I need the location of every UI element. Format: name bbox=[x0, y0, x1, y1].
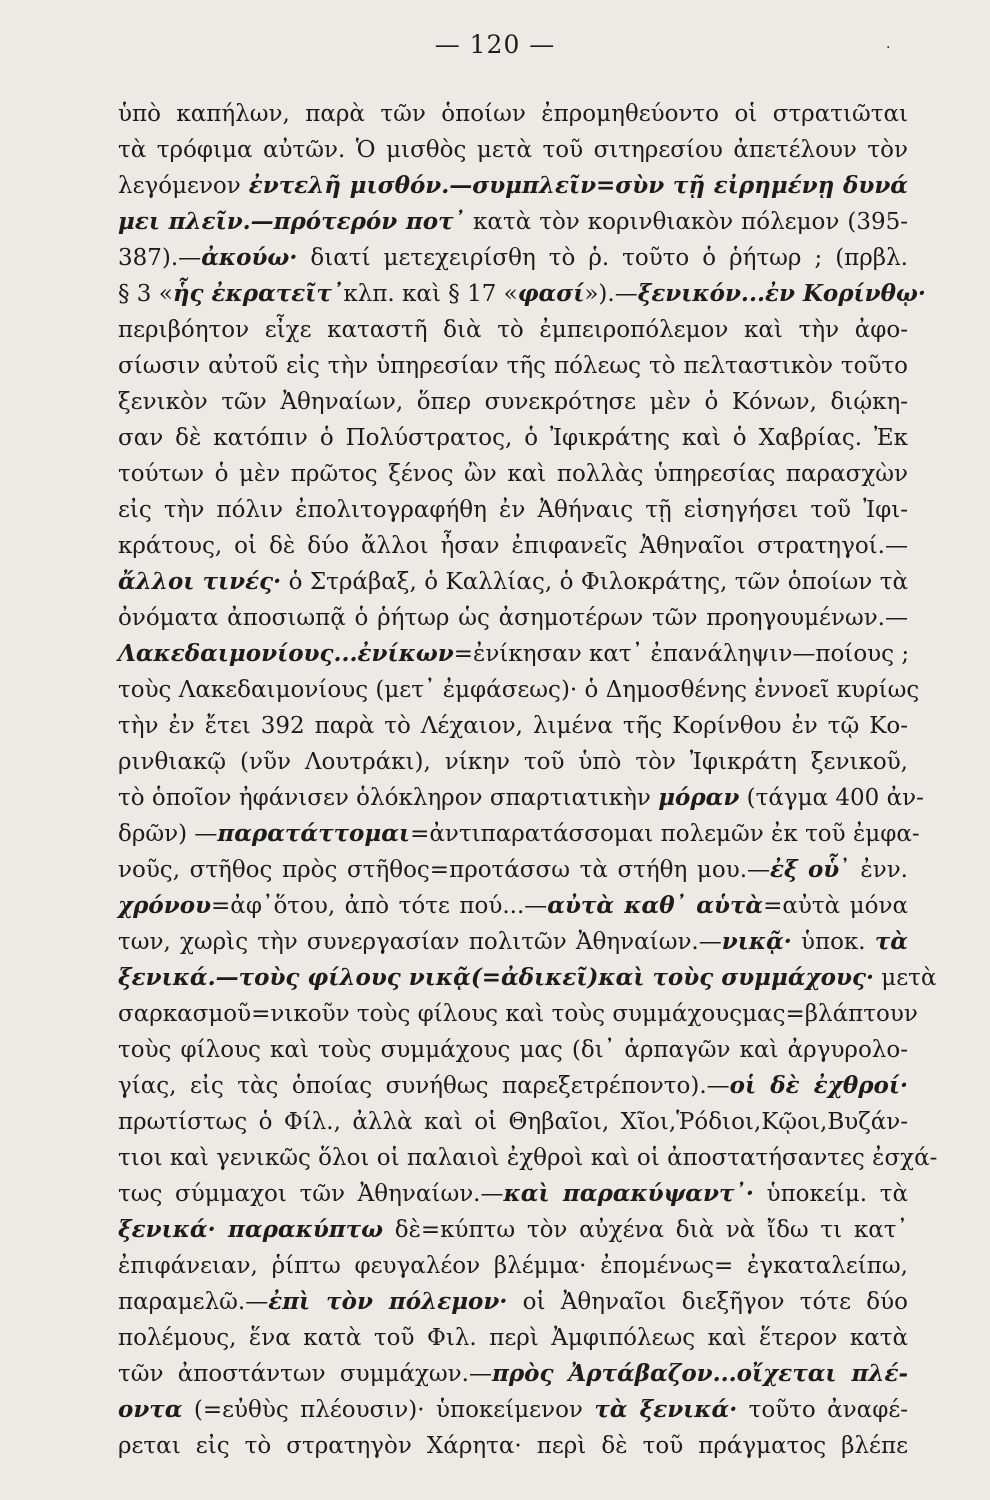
emphasis-term: ξενικόν...ἐν Κορίνθῳ· bbox=[637, 280, 926, 307]
text-run: δὲ=κύπτω τὸν αὐχένα διὰ νὰ ἴδω τι κατ᾽ bbox=[383, 1217, 908, 1243]
text-line bbox=[118, 348, 908, 384]
text-run: ὀνόματα ἀποσιωπᾷ ὁ ῥήτωρ ὡς ἀσημοτέρων τῶν προηγουμένων.— bbox=[118, 605, 908, 631]
text-line bbox=[118, 204, 908, 240]
text-line bbox=[118, 456, 908, 492]
emphasis-term: οἱ δὲ ἐχθροί· bbox=[729, 1072, 909, 1099]
text-line bbox=[118, 672, 920, 708]
text-run: πολέμους, ἕνα κατὰ τοῦ Φιλ. περὶ Ἀμφιπόλεως καὶ ἕτερον κατὰ bbox=[118, 1325, 908, 1351]
text-line bbox=[118, 1104, 908, 1140]
emphasis-term: οντα bbox=[118, 1396, 183, 1423]
text-line bbox=[118, 492, 908, 528]
text-line bbox=[118, 168, 908, 204]
text-run: σαρκασμοῦ=νικοῦν τοὺς φίλους καὶ τοὺς συμμάχουςμας=βλάπτουν bbox=[118, 1001, 918, 1027]
text-line bbox=[118, 924, 908, 960]
emphasis-term: καὶ παρακύψαντ᾽· bbox=[503, 1180, 754, 1207]
emphasis-term: μόραν bbox=[658, 784, 740, 811]
text-run: κατὰ τὸν κορινθιακὸν πόλεμον (395- bbox=[465, 209, 908, 235]
text-line bbox=[118, 1176, 908, 1212]
text-run: τιοι καὶ γενικῶς ὅλοι οἱ παλαιοὶ ἐχθροὶ καὶ οἱ ἀποστατήσαντες ἐσχά- bbox=[118, 1145, 938, 1171]
text-run: τοὺς φίλους καὶ τοὺς συμμάχους μας (δι᾽ ἁρπαγῶν καὶ ἀργυρολο- bbox=[118, 1037, 908, 1063]
text-run: § 3 « bbox=[118, 281, 173, 307]
text-run: =ἐνίκησαν κατ᾽ ἐπανάληψιν—ποίους ; bbox=[453, 641, 910, 667]
text-run: περιβόητον εἶχε καταστῆ διὰ τὸ ἐμπειροπόλεμον καὶ τὴν ἀφο- bbox=[118, 317, 908, 343]
text-line bbox=[118, 744, 908, 780]
text-run: σαν δὲ κατόπιν ὁ Πολύστρατος, ὁ Ἰφικράτης καὶ ὁ Χαβρίας. Ἐκ bbox=[118, 425, 908, 451]
text-run: παραμελῶ.— bbox=[118, 1289, 269, 1315]
text-line bbox=[118, 96, 908, 132]
text-line bbox=[118, 636, 908, 672]
text-line bbox=[118, 312, 908, 348]
text-run: 387).— bbox=[118, 245, 202, 271]
text-run: ὑποκείμ. τὰ bbox=[753, 1181, 909, 1207]
emphasis-term: τὰ bbox=[874, 928, 908, 955]
text-line bbox=[118, 816, 920, 852]
text-line bbox=[118, 240, 908, 276]
text-line bbox=[118, 1140, 938, 1176]
text-run: »).— bbox=[584, 281, 638, 307]
text-run: μετὰ bbox=[873, 965, 937, 991]
text-line bbox=[118, 1284, 908, 1320]
text-run: ξενικὸν τῶν Ἀθηναίων, ὅπερ συνεκρότησε μὲν ὁ Κόνων, διῴκη- bbox=[118, 389, 908, 415]
emphasis-term: φασί bbox=[517, 280, 585, 307]
text-run: τούτων ὁ μὲν πρῶτος ξένος ὢν καὶ πολλὰς ὑπηρεσίας παρασχὼν bbox=[118, 461, 908, 487]
text-line bbox=[118, 276, 926, 312]
text-line bbox=[118, 1320, 908, 1356]
page-number: — 120 — bbox=[434, 30, 556, 59]
text-run: δρῶν) — bbox=[118, 821, 218, 847]
text-line bbox=[118, 528, 908, 564]
text-line bbox=[118, 780, 924, 816]
text-run: ὑποκ. bbox=[791, 929, 875, 955]
emphasis-term: ἐντελῆ μισθόν.—συμπλεῖν=σὺν τῇ εἰρημένῃ δυνά bbox=[248, 172, 908, 199]
text-run: ὑπὸ καπήλων, παρὰ τῶν ὁποίων ἐπρομηθεύοντο οἱ στρατιῶται bbox=[118, 101, 908, 127]
text-run: γίας, εἰς τὰς ὁποίας συνήθως παρεξετρέποντο).— bbox=[118, 1073, 730, 1099]
text-run: τὴν ἐν ἔτει 392 παρὰ τὸ Λέχαιον, λιμένα τῆς Κορίνθου ἐν τῷ Κο- bbox=[118, 713, 908, 739]
text-line bbox=[118, 600, 908, 636]
text-line bbox=[118, 960, 937, 996]
text-line bbox=[118, 1212, 908, 1248]
emphasis-term: μει πλεῖν.—πρότερόν ποτ᾽ bbox=[118, 208, 466, 235]
text-run: κράτους, οἱ δὲ δύο ἄλλοι ἦσαν ἐπιφανεῖς Ἀθηναῖοι στρατηγοί.— bbox=[118, 533, 908, 559]
text-run: λεγόμενον bbox=[118, 173, 249, 199]
text-line bbox=[118, 132, 908, 168]
text-run: τως σύμμαχοι τῶν Ἀθηναίων.— bbox=[118, 1181, 504, 1207]
text-run: σίωσιν αὐτοῦ εἰς τὴν ὑπηρεσίαν τῆς πόλεως τὸ πελταστικὸν τοῦτο bbox=[118, 353, 908, 379]
emphasis-term: ξενικά.—τοὺς φίλους νικᾷ(=ἀδικεῖ)καὶ τοὺς συμμάχους· bbox=[118, 964, 874, 991]
text-line bbox=[118, 1356, 908, 1392]
emphasis-term: ξενικά· παρακύπτω bbox=[118, 1216, 383, 1243]
emphasis-term: νικᾷ· bbox=[721, 928, 792, 955]
text-run: =ἀντιπαρατάσσομαι πολεμῶν ἐκ τοῦ ἐμφα- bbox=[410, 821, 920, 847]
emphasis-term: ἐξ οὗ bbox=[770, 856, 840, 883]
text-line bbox=[118, 852, 908, 888]
body-text bbox=[118, 96, 938, 1464]
corner-mark: . bbox=[886, 36, 891, 52]
text-run: ρεται εἰς τὸ στρατηγὸν Χάρητα· περὶ δὲ τοῦ πράγματος βλέπε bbox=[118, 1433, 908, 1459]
emphasis-term: ἄλλοι τινές· bbox=[118, 568, 282, 595]
text-run: κλπ. καὶ § 17 « bbox=[343, 281, 518, 307]
text-run: (τάγμα 400 ἀν- bbox=[739, 785, 924, 811]
text-run: των, χωρὶς τὴν συνεργασίαν πολιτῶν Ἀθηναίων.— bbox=[118, 929, 722, 955]
text-run: ὁ Στράβαξ, ὁ Καλλίας, ὁ Φιλοκράτης, τῶν ὁποίων τὰ bbox=[281, 569, 908, 595]
text-run: τὸ ὁποῖον ἠφάνισεν ὁλόκληρον σπαρτιατικὴν bbox=[118, 785, 659, 811]
text-line bbox=[118, 1248, 908, 1284]
text-run: νοῦς, στῆθος πρὸς στῆθος=προτάσσω τὰ στήθη μου.— bbox=[118, 857, 771, 883]
text-run: ᾽ ἐνν. bbox=[839, 857, 908, 883]
text-run: =ἀφ᾽ὅτου, ἀπὸ τότε πού...— bbox=[211, 893, 548, 919]
text-line bbox=[118, 1068, 908, 1104]
text-run: τοὺς Λακεδαιμονίους (μετ᾽ ἐμφάσεως)· ὁ Δημοσθένης ἐννοεῖ κυρίως bbox=[118, 677, 920, 703]
text-run: τῶν ἀποστάντων συμμάχων.— bbox=[118, 1361, 492, 1387]
text-run: =αὐτὰ μόνα bbox=[763, 893, 908, 919]
text-run: τὰ τρόφιμα αὐτῶν. Ὁ μισθὸς μετὰ τοῦ σιτηρεσίου ἀπετέλουν τὸν bbox=[118, 137, 908, 163]
text-line bbox=[118, 564, 908, 600]
text-run: τοῦτο ἀναφέ- bbox=[737, 1397, 909, 1423]
emphasis-term: ἧς ἐκρατεῖτ᾽ bbox=[172, 280, 344, 307]
emphasis-term: ἐπὶ τὸν πόλεμον· bbox=[268, 1288, 508, 1315]
emphasis-term: αὐτὰ καθ᾽ αὑτὰ bbox=[547, 892, 764, 919]
text-run: εἰς τὴν πόλιν ἐπολιτογραφήθη ἐν Ἀθήναις τῇ εἰσηγήσει τοῦ Ἰφι- bbox=[118, 497, 908, 523]
text-run: διατί μετεχειρίσθη τὸ ῥ. τοῦτο ὁ ῥήτωρ ; (πρβλ. bbox=[297, 245, 908, 271]
text-run: (=εὐθὺς πλέουσιν)· ὑποκείμενον bbox=[182, 1397, 595, 1423]
text-line bbox=[118, 1392, 908, 1428]
text-line bbox=[118, 384, 908, 420]
emphasis-term: Λακεδαιμονίους...ἐνίκων bbox=[118, 640, 454, 667]
text-run: οἱ Ἀθηναῖοι διεξῆγον τότε δύο bbox=[507, 1289, 908, 1315]
emphasis-term: πρὸς Ἀρτάβαζον...οἴχεται πλέ- bbox=[491, 1360, 908, 1387]
text-run: πρωτίστως ὁ Φίλ., ἀλλὰ καὶ οἱ Θηβαῖοι, Χῖοι,Ῥόδιοι,Κῷοι,Βυζάν- bbox=[118, 1109, 908, 1135]
text-line bbox=[118, 420, 908, 456]
text-run: ρινθιακῷ (νῦν Λουτράκι), νίκην τοῦ ὑπὸ τὸν Ἰφικράτη ξενικοῦ, bbox=[118, 749, 908, 775]
text-run: ἐπιφάνειαν, ῥίπτω φευγαλέον βλέμμα· ἐπομένως= ἐγκαταλείπω, bbox=[118, 1253, 908, 1279]
text-line bbox=[118, 1428, 908, 1464]
emphasis-term: ἀκούω· bbox=[201, 244, 298, 271]
emphasis-term: χρόνου bbox=[118, 892, 212, 919]
text-line bbox=[118, 1032, 908, 1068]
emphasis-term: παρατάττομαι bbox=[217, 820, 411, 847]
text-line bbox=[118, 708, 908, 744]
emphasis-term: τὰ ξενικά· bbox=[594, 1396, 738, 1423]
text-line bbox=[118, 996, 918, 1032]
text-line bbox=[118, 888, 908, 924]
